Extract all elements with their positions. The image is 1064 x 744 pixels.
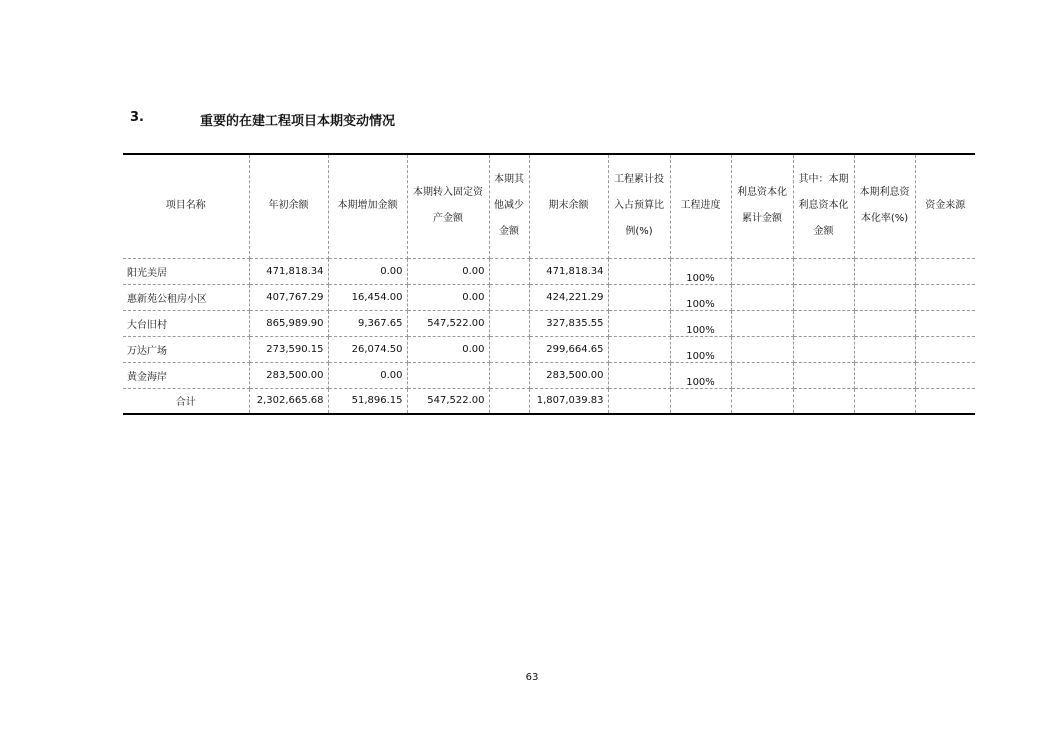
cell-int-cur: [793, 336, 854, 362]
cell-opening: 471,818.34: [249, 258, 328, 284]
cell-int-cum: [731, 336, 793, 362]
cell-closing: 283,500.00: [529, 362, 608, 388]
col-header-closing: 期末余额: [529, 154, 608, 258]
cell-ratio: [608, 258, 670, 284]
header-row: [123, 154, 975, 258]
cell-int-cum: [731, 284, 793, 310]
col-header-ratio: 工程累计投入占预算比例(%): [608, 154, 670, 258]
cell-transfer: 0.00: [407, 284, 489, 310]
cell-opening: 2,302,665.68: [249, 388, 328, 414]
cell-other: [489, 336, 529, 362]
cell-opening: 283,500.00: [249, 362, 328, 388]
cell-other: [489, 310, 529, 336]
col-header-transfer: 本期转入固定资产金额: [407, 154, 489, 258]
cell-int-rate: [854, 388, 915, 414]
table-row: [123, 362, 975, 388]
construction-projects-table: [123, 153, 975, 415]
cell-transfer: [407, 362, 489, 388]
cell-closing: 299,664.65: [529, 336, 608, 362]
cell-increase: 51,896.15: [328, 388, 407, 414]
cell-other: [489, 284, 529, 310]
cell-int-cur: [793, 310, 854, 336]
cell-closing: 424,221.29: [529, 284, 608, 310]
cell-transfer: 0.00: [407, 336, 489, 362]
cell-int-rate: [854, 336, 915, 362]
table-row: [123, 310, 975, 336]
cell-increase: 9,367.65: [328, 310, 407, 336]
cell-int-rate: [854, 310, 915, 336]
cell-transfer: 547,522.00: [407, 388, 489, 414]
table-row: [123, 336, 975, 362]
page-number: 63: [525, 672, 539, 683]
cell-increase: 16,454.00: [328, 284, 407, 310]
col-header-source: 资金来源: [915, 154, 975, 258]
cell-int-cur: [793, 258, 854, 284]
cell-closing: 327,835.55: [529, 310, 608, 336]
cell-int-cur: [793, 388, 854, 414]
col-header-other: 本期其他减少金额: [489, 154, 529, 258]
section-title: 重要的在建工程项目本期变动情况: [200, 114, 396, 129]
col-header-interest-cur: 其中：本期利息资本化金额: [793, 154, 854, 258]
cell-source: [915, 258, 975, 284]
cell-int-rate: [854, 362, 915, 388]
cell-progress: 100%: [670, 284, 731, 310]
cell-other: [489, 258, 529, 284]
cell-source: [915, 310, 975, 336]
cell-progress: [670, 388, 731, 414]
cell-int-cum: [731, 388, 793, 414]
cell-other: [489, 362, 529, 388]
col-header-name: 项目名称: [123, 154, 249, 258]
cell-source: [915, 362, 975, 388]
cell-int-cur: [793, 284, 854, 310]
cell-int-cum: [731, 258, 793, 284]
col-header-progress: 工程进度: [670, 154, 731, 258]
cell-source: [915, 284, 975, 310]
cell-int-cum: [731, 362, 793, 388]
cell-name: 万达广场: [123, 336, 249, 362]
cell-progress: 100%: [670, 336, 731, 362]
cell-closing: 471,818.34: [529, 258, 608, 284]
table-row: [123, 258, 975, 284]
cell-increase: 0.00: [328, 258, 407, 284]
cell-opening: 273,590.15: [249, 336, 328, 362]
cell-int-cum: [731, 310, 793, 336]
cell-opening: 407,767.29: [249, 284, 328, 310]
cell-progress: 100%: [670, 258, 731, 284]
cell-increase: 0.00: [328, 362, 407, 388]
cell-int-cur: [793, 362, 854, 388]
total-row: [123, 388, 975, 414]
section-number: 3.: [130, 110, 144, 125]
cell-int-rate: [854, 284, 915, 310]
cell-ratio: [608, 284, 670, 310]
cell-source: [915, 336, 975, 362]
cell-name: 合计: [123, 388, 249, 414]
cell-name: 惠新苑公租房小区: [123, 284, 249, 310]
cell-name: 大台旧村: [123, 310, 249, 336]
col-header-increase: 本期增加金额: [328, 154, 407, 258]
cell-name: 阳光美居: [123, 258, 249, 284]
cell-other: [489, 388, 529, 414]
cell-name: 黄金海岸: [123, 362, 249, 388]
cell-opening: 865,989.90: [249, 310, 328, 336]
cell-transfer: 0.00: [407, 258, 489, 284]
cell-ratio: [608, 310, 670, 336]
cell-increase: 26,074.50: [328, 336, 407, 362]
cell-closing: 1,807,039.83: [529, 388, 608, 414]
col-header-interest-cum: 利息资本化累计金额: [731, 154, 793, 258]
cell-ratio: [608, 336, 670, 362]
col-header-interest-rate: 本期利息资本化率(%): [854, 154, 915, 258]
cell-transfer: 547,522.00: [407, 310, 489, 336]
cell-source: [915, 388, 975, 414]
table-row: [123, 284, 975, 310]
cell-int-rate: [854, 258, 915, 284]
cell-ratio: [608, 362, 670, 388]
cell-progress: 100%: [670, 310, 731, 336]
cell-ratio: [608, 388, 670, 414]
col-header-opening: 年初余额: [249, 154, 328, 258]
cell-progress: 100%: [670, 362, 731, 388]
